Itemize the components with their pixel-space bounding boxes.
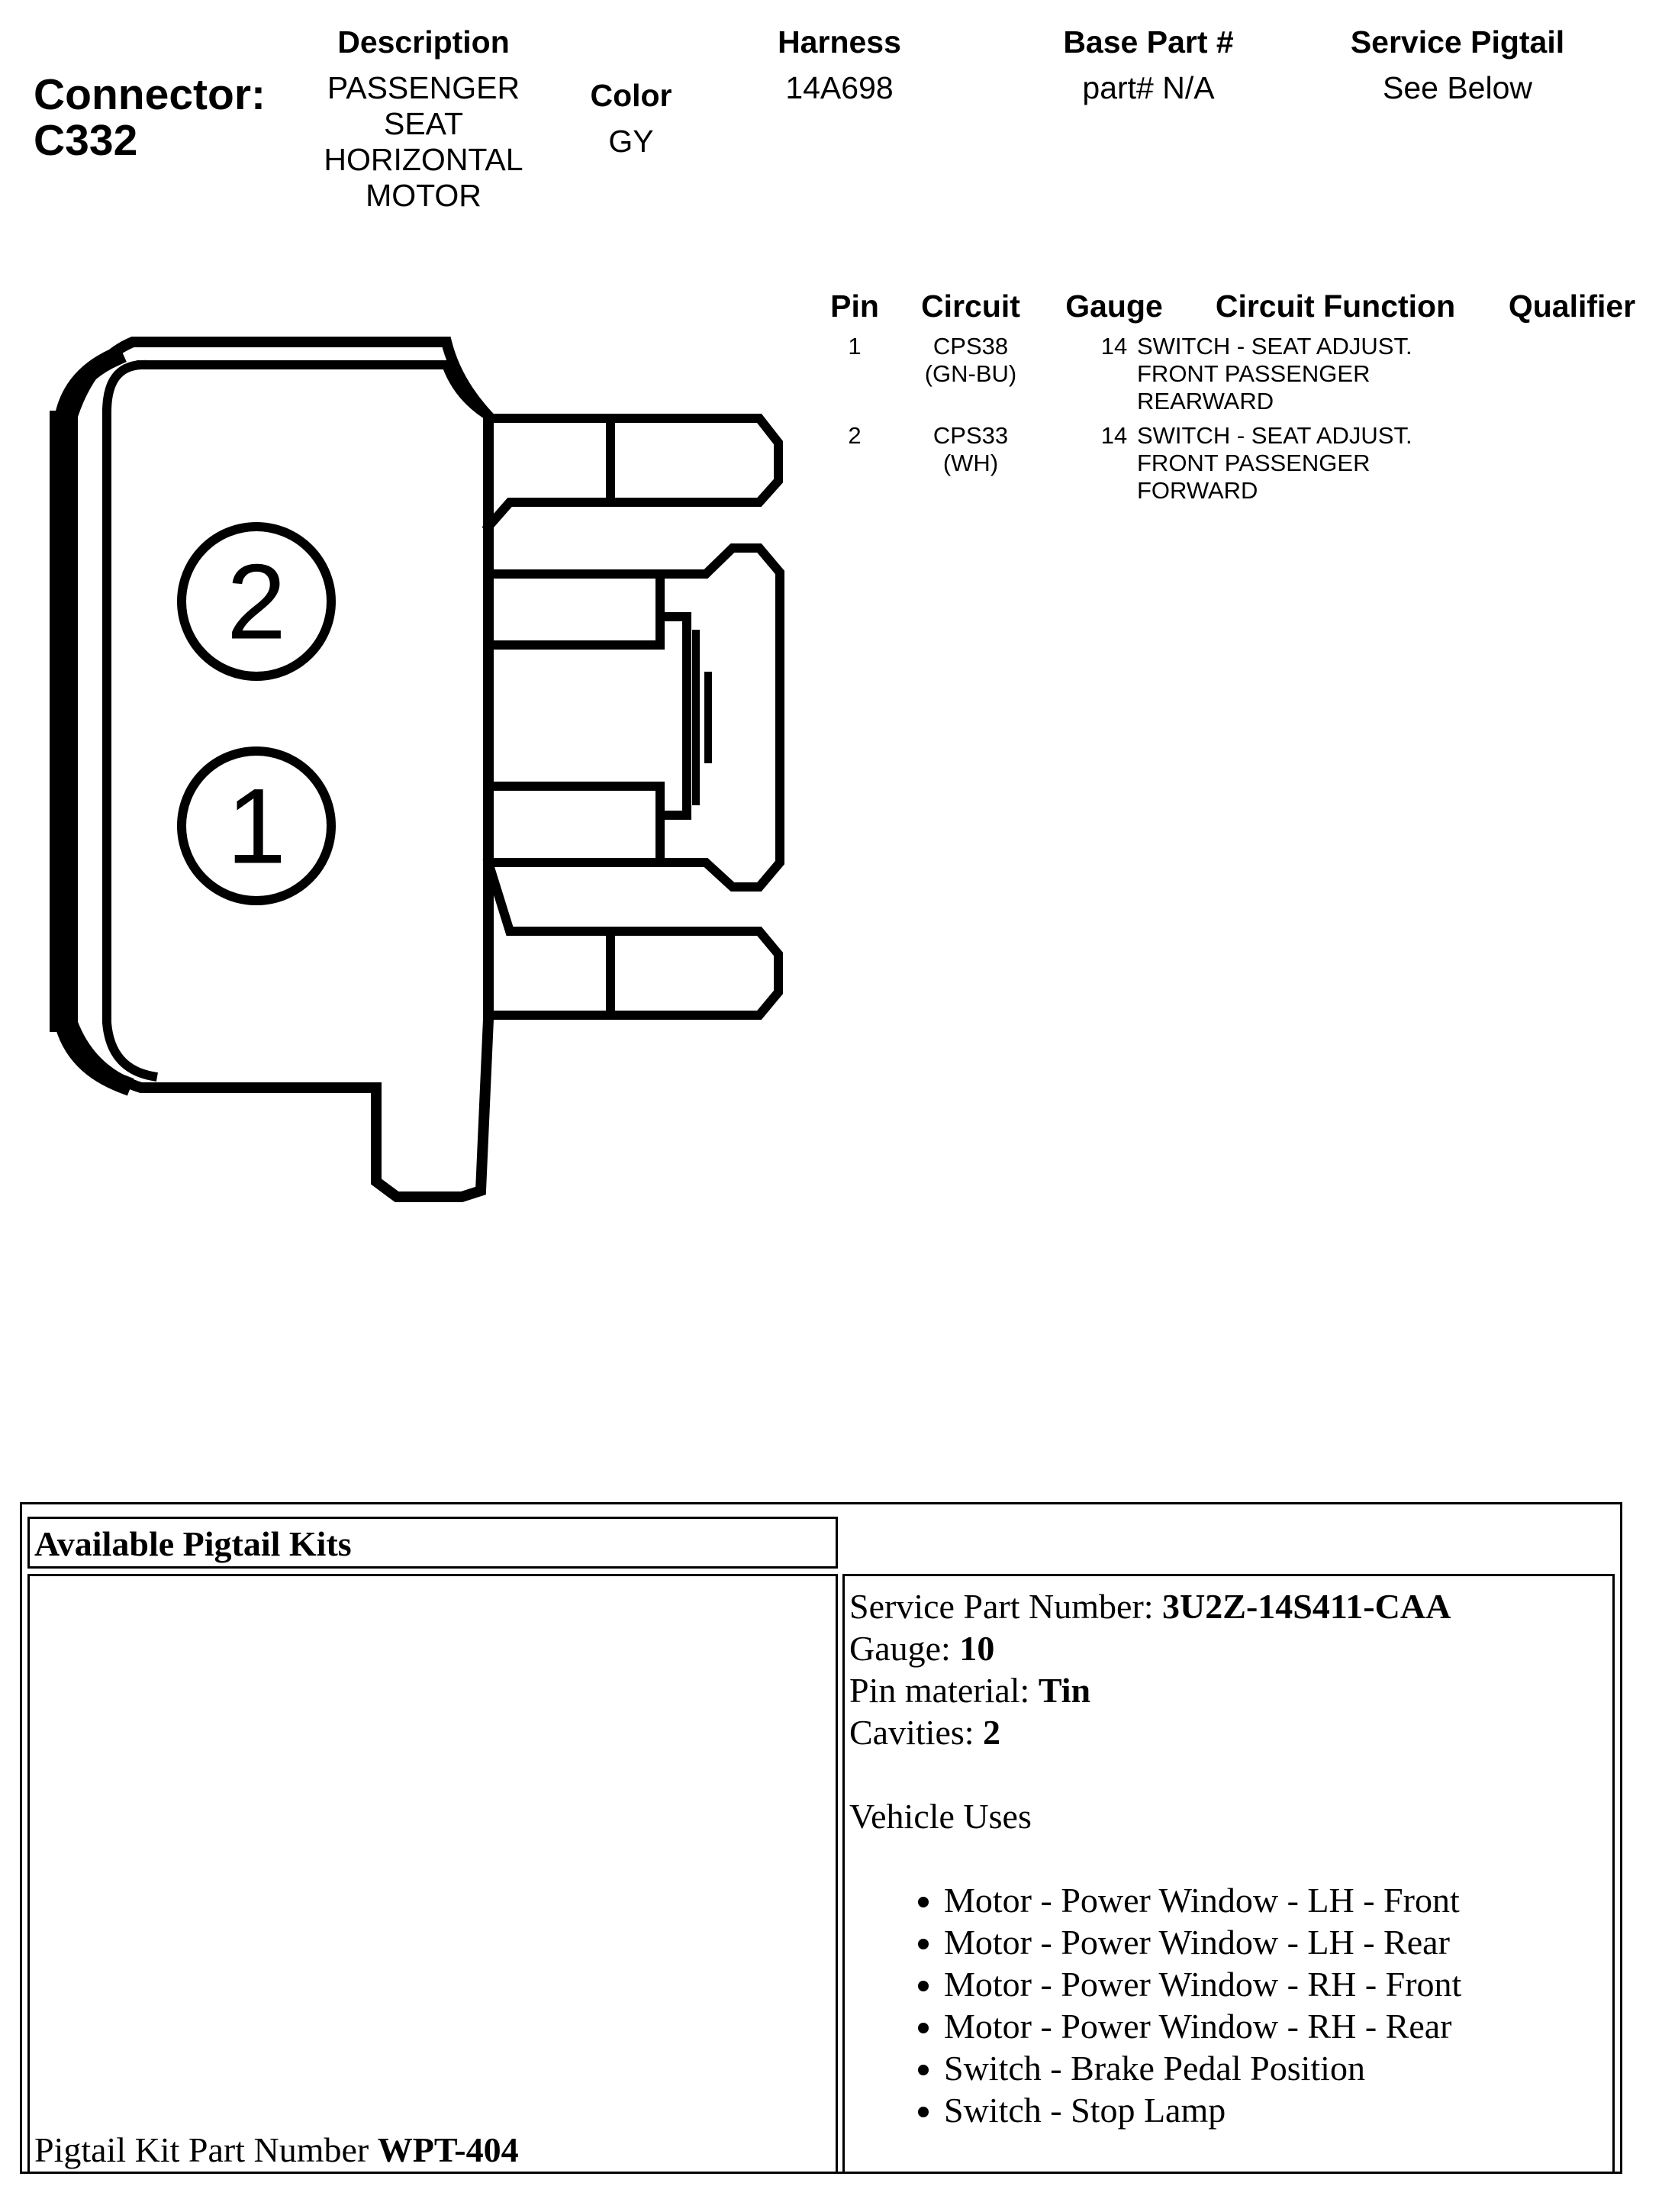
function-line: REARWARD — [1137, 388, 1274, 414]
function-line: SWITCH - SEAT ADJUST. — [1137, 422, 1412, 449]
color-label: Color — [590, 78, 672, 113]
pigtail-details — [849, 1585, 1608, 2131]
gauge-row — [849, 1627, 1608, 1669]
pin-material-label: Pin material: — [849, 1671, 1039, 1710]
pin-material-row — [849, 1669, 1608, 1711]
pigtail-image-cell — [27, 1574, 838, 2174]
circuit-code: CPS33 — [932, 422, 1009, 449]
connector-id: C332 — [34, 116, 138, 165]
circuit-code: CPS38 — [932, 333, 1009, 360]
pin-1-label: 1 — [227, 766, 286, 886]
pigtail-title-cell — [27, 1517, 838, 1569]
service-pigtail-value: See Below — [1382, 70, 1532, 105]
latch-tab — [488, 617, 687, 815]
base-part-value: part# N/A — [1082, 70, 1215, 105]
cavities-value: 2 — [983, 1713, 1001, 1752]
circuit-cell — [887, 333, 1055, 388]
description-line: MOTOR — [366, 178, 482, 213]
latch-housing — [488, 548, 780, 887]
circuit-cell — [887, 422, 1055, 477]
list-item: • Motor - Power Window - LH - Front — [944, 1879, 1608, 1921]
base-part-label: Base Part # — [1063, 24, 1234, 60]
service-part-value: 3U2Z-14S411-CAA — [1162, 1587, 1451, 1626]
cavities-label: Cavities: — [849, 1713, 984, 1752]
function-header: Circuit Function — [1215, 289, 1456, 324]
upper-terminal — [488, 418, 778, 527]
list-item: • Switch - Brake Pedal Position — [944, 2047, 1608, 2089]
circuit-header: Circuit — [921, 289, 1020, 324]
kit-part-number: WPT-404 — [377, 2130, 519, 2169]
pigtail-details-cell — [842, 1574, 1615, 2174]
function-cell — [1137, 422, 1473, 505]
description-line: SEAT — [383, 106, 464, 141]
function-line: SWITCH - SEAT ADJUST. — [1137, 333, 1412, 360]
pigtail-kit-part — [34, 2129, 519, 2171]
list-item: • Motor - Power Window - RH - Front — [944, 1963, 1608, 2005]
gauge-label: Gauge: — [849, 1629, 960, 1668]
connector-diagram — [0, 0, 839, 1237]
latch-detail — [696, 634, 708, 801]
service-part-row — [849, 1585, 1608, 1627]
list-item: • Switch - Stop Lamp — [944, 2089, 1608, 2131]
color-value: GY — [608, 124, 654, 159]
gauge-header: Gauge — [1065, 289, 1163, 324]
circuit-color: (GN-BU) — [924, 360, 1017, 387]
circuit-color: (WH) — [942, 450, 999, 476]
function-line: FORWARD — [1137, 477, 1258, 504]
vehicle-uses-list — [849, 1879, 1608, 2131]
pigtail-title: Available Pigtail Kits — [34, 1524, 352, 1563]
pin-2-label: 2 — [227, 541, 286, 662]
connector-body — [107, 365, 488, 1076]
service-pigtail-label: Service Pigtail — [1350, 24, 1565, 60]
qualifier-header: Qualifier — [1508, 289, 1636, 324]
function-line: FRONT PASSENGER — [1137, 450, 1371, 476]
cavities-row — [849, 1711, 1608, 1753]
pin-material-value: Tin — [1038, 1671, 1091, 1710]
harness-value: 14A698 — [785, 70, 894, 105]
gauge-cell: 14 — [1100, 422, 1128, 449]
function-line: FRONT PASSENGER — [1137, 360, 1371, 387]
service-part-label: Service Part Number: — [849, 1587, 1163, 1626]
harness-label: Harness — [778, 24, 901, 60]
description-label: Description — [337, 24, 510, 60]
description-line: PASSENGER — [327, 70, 520, 105]
function-cell — [1137, 333, 1473, 415]
table-row — [801, 333, 1641, 417]
table-row — [801, 422, 1641, 506]
gauge-value: 10 — [959, 1629, 995, 1668]
gauge-cell: 14 — [1100, 333, 1128, 360]
pin-header: Pin — [830, 289, 879, 324]
description-line: HORIZONTAL — [324, 142, 523, 177]
list-item: • Motor - Power Window - RH - Rear — [944, 2005, 1608, 2047]
pin-cell: 1 — [848, 333, 862, 360]
pin-table — [801, 289, 1641, 518]
pin-cell: 2 — [848, 422, 862, 449]
kit-part-label: Pigtail Kit Part Number — [34, 2130, 378, 2169]
vehicle-uses-title: Vehicle Uses — [849, 1797, 1032, 1836]
list-item: • Motor - Power Window - LH - Rear — [944, 1921, 1608, 1963]
connector-label: Connector: — [34, 70, 266, 119]
